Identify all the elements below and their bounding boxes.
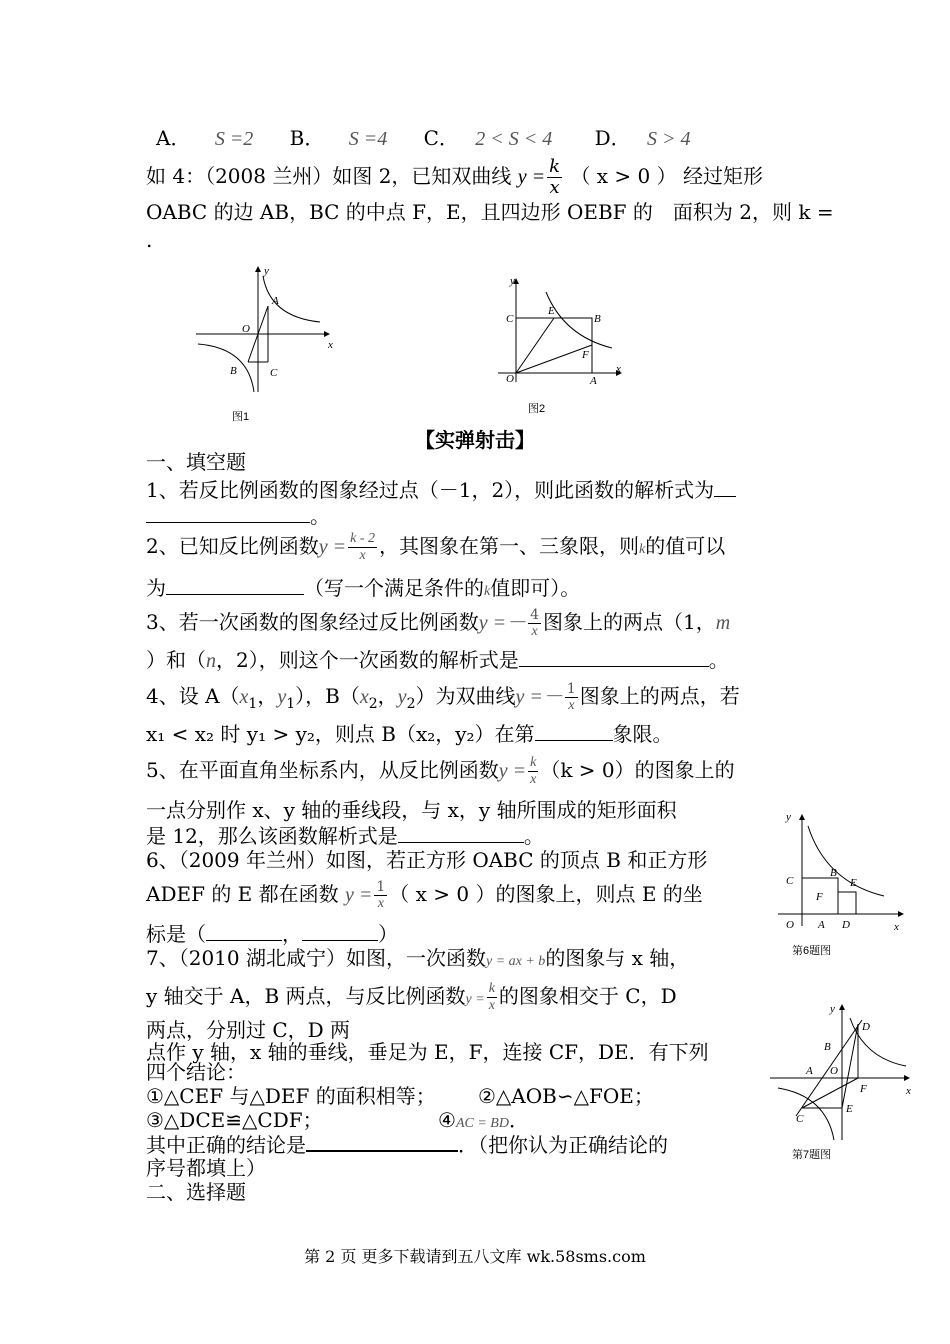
question-7-line5: 四个结论： — [146, 1060, 246, 1084]
question-6-blank-a — [206, 920, 282, 941]
fig6-label-a: A — [818, 919, 825, 931]
question-2-fraction: $\frac{k - 2}{x}$ — [350, 531, 375, 563]
question-3-blank — [519, 646, 709, 667]
page-footer: 第 2 页 更多下载请到五八文库 wk.58sms.com — [304, 1247, 646, 1266]
figure-6 — [774, 806, 914, 962]
question-2-line2: 为 （写一个满足条件的k值即可）。 — [146, 576, 581, 600]
fig2-label-x: x — [616, 363, 621, 375]
question-4-line1: 4、设 $A(x_1$，$y_1$），$B(x_2$，$y_2$）为双曲线y =－ $\frac{1}{x}$ 图象上的两点，若 — [146, 681, 740, 713]
question-4-fraction: $\frac{1}{x}$ — [566, 681, 576, 713]
fig1-label-a: A — [272, 295, 279, 307]
question-7-fraction: $\frac{k}{x}$ — [488, 981, 495, 1013]
conclusion-3: ③△DCE≌△CDF； — [146, 1108, 323, 1132]
fig7-label-o: O — [830, 1065, 838, 1077]
figure-2 — [494, 272, 634, 420]
question-1-blank-a — [714, 476, 736, 497]
question-2-blank — [166, 574, 304, 595]
option-d-expr: S > 4 — [647, 128, 691, 150]
question-7-line4: 点作 y 轴，x 轴的垂线，垂足为 E，F，连接 CF，DE．有下列 — [146, 1040, 709, 1064]
fig2-label-c: C — [506, 313, 514, 325]
fig7-label-x: x — [906, 1085, 911, 1097]
question-7-line1: 7、（2010 湖北咸宁）如图，一次函数y = ax + b的图象与 x 轴， — [146, 946, 690, 970]
example4-fraction: $\frac{k}{x}$ — [549, 156, 561, 198]
question-7-line2: y 轴交于 A，B 两点，与反比例函数y = $\frac{k}{x}$ 的图象相交于 C，D — [146, 981, 677, 1013]
fig6-label-o: O — [786, 919, 794, 931]
option-d-label: D． — [594, 126, 631, 150]
question-3-line1: 3、若一次函数的图象经过反比例函数y =－ $\frac{4}{x}$ 图象上的两点（1，m — [146, 607, 731, 639]
question-1-blank-b — [146, 502, 310, 523]
fig2-label-e: E — [548, 305, 555, 317]
question-6-fraction: $\frac{1}{x}$ — [376, 879, 386, 911]
option-a-expr: S =2 — [214, 128, 254, 150]
fig6-caption: 第6题图 — [792, 945, 832, 957]
fig1-caption: 图1 — [232, 411, 250, 423]
fig1-label-c: C — [270, 367, 278, 379]
fig7-caption: 第7题图 — [792, 1149, 832, 1161]
question-3-line2: ）和（n，2），则这个一次函数的解析式是 。 — [146, 648, 729, 672]
question-7-blank — [306, 1130, 458, 1152]
fig7-label-b: B — [824, 1041, 831, 1053]
question-4-line2: x₁ < x₂ 时 y₁ > y₂，则点 B（x₂，y₂）在第 象限。 — [146, 722, 673, 746]
fig7-label-c: C — [796, 1113, 804, 1125]
fig6-label-c: C — [786, 875, 794, 887]
section-fill-in: 一、填空题 — [146, 450, 246, 474]
conclusion-1: ①△CEF 与△DEF 的面积相等； — [146, 1084, 436, 1108]
option-b-label: B． — [289, 126, 325, 150]
fig6-label-e: E — [850, 877, 857, 889]
fig6-label-y: y — [786, 811, 791, 823]
question-3-fraction: $\frac{4}{x}$ — [530, 607, 540, 639]
question-5-fraction: $\frac{k}{x}$ — [530, 755, 537, 787]
question-7-line3: 两点，分别过 C，D 两 — [146, 1018, 351, 1042]
fig2-label-y: y — [510, 275, 515, 287]
fig2-label-b: B — [594, 313, 601, 325]
question-7-line7: 其中正确的结论是 ．（把你认为正确结论的 — [146, 1130, 668, 1159]
figure-1 — [190, 262, 340, 424]
question-5-blank — [398, 822, 524, 843]
fig7-label-a: A — [806, 1065, 813, 1077]
example4-condition: （ x > 0 ） — [570, 164, 677, 188]
fig1-label-b: B — [230, 365, 237, 377]
fig7-label-f: F — [860, 1083, 867, 1095]
example4-text: 如 4：（2008 兰州）如图 2，已知双曲线 — [146, 164, 512, 188]
example4-y: y = — [517, 166, 546, 188]
fig7-label-e: E — [846, 1103, 853, 1115]
fig2-label-o: O — [506, 373, 514, 385]
conclusion-4: ④ — [438, 1108, 456, 1132]
fig2-label-f: F — [582, 349, 589, 361]
question-5-line3: 是 12，那么该函数解析式是 。 — [146, 824, 544, 848]
question-1-line1 — [146, 476, 736, 504]
question-2-line1: 2、已知反比例函数y = $\frac{k - 2}{x}$ ，其图象在第一、三象限，则k的值可以 — [146, 531, 726, 563]
fig1-label-x: x — [328, 339, 333, 351]
question-7-conclusions-2: ③△DCE≌△CDF； ④AC = BD． — [146, 1108, 529, 1132]
question-7-line8: 序号都填上） — [146, 1156, 266, 1180]
figure-7 — [766, 1000, 916, 1168]
question-6-line3: 标是（ ， ） — [146, 922, 398, 946]
section-heading: 【实弹射击】 — [415, 428, 535, 452]
fig7-label-y: y — [830, 1003, 835, 1015]
fig6-label-f: F — [816, 891, 823, 903]
fig1-label-y: y — [264, 265, 269, 277]
question-1-text: 1、若反比例函数的图象经过点（－1，2），则此函数的解析式为 — [146, 478, 715, 502]
option-c-label: C． — [423, 126, 459, 150]
example4-line1 — [146, 158, 763, 197]
fig7-label-d: D — [862, 1021, 870, 1033]
option-c-expr: 2 < S < 4 — [475, 128, 553, 150]
section-multiple-choice: 二、选择题 — [146, 1180, 246, 1204]
example4-line3: . — [146, 228, 153, 252]
conclusion-2: ②△AOB∽△FOE； — [478, 1084, 654, 1108]
answer-options-line — [156, 124, 691, 153]
question-4-blank — [535, 720, 613, 741]
question-6-blank-b — [302, 920, 378, 941]
fig2-label-a: A — [590, 375, 597, 387]
question-5-line1: 5、在平面直角坐标系内，从反比例函数y = $\frac{k}{x}$ （k > 0）的图象上的 — [146, 755, 735, 787]
fig1-label-o: O — [242, 323, 250, 335]
fig6-label-d: D — [842, 919, 850, 931]
example4-text-2: 经过矩形 — [683, 164, 763, 188]
fig2-caption: 图2 — [528, 403, 546, 415]
example4-line2: OABC 的边 AB，BC 的中点 F，E，且四边形 OEBF 的 面积为 2，则 k = — [146, 200, 834, 224]
question-6-line2: ADEF 的 E 都在函数 y = $\frac{1}{x}$ （ x > 0 ）的图象上，则点 E 的坐 — [146, 879, 703, 911]
question-1-line2: 。 — [146, 502, 330, 530]
question-5-line2: 一点分别作 x、y 轴的垂线段，与 x，y 轴所围成的矩形面积 — [146, 798, 677, 822]
option-b-expr: S =4 — [348, 128, 388, 150]
question-6-line1: 6、（2009 年兰州）如图，若正方形 OABC 的顶点 B 和正方形 — [146, 848, 708, 872]
option-a-label: A． — [156, 126, 191, 150]
fig6-label-x: x — [894, 921, 899, 933]
fig6-label-b: B — [830, 867, 837, 879]
